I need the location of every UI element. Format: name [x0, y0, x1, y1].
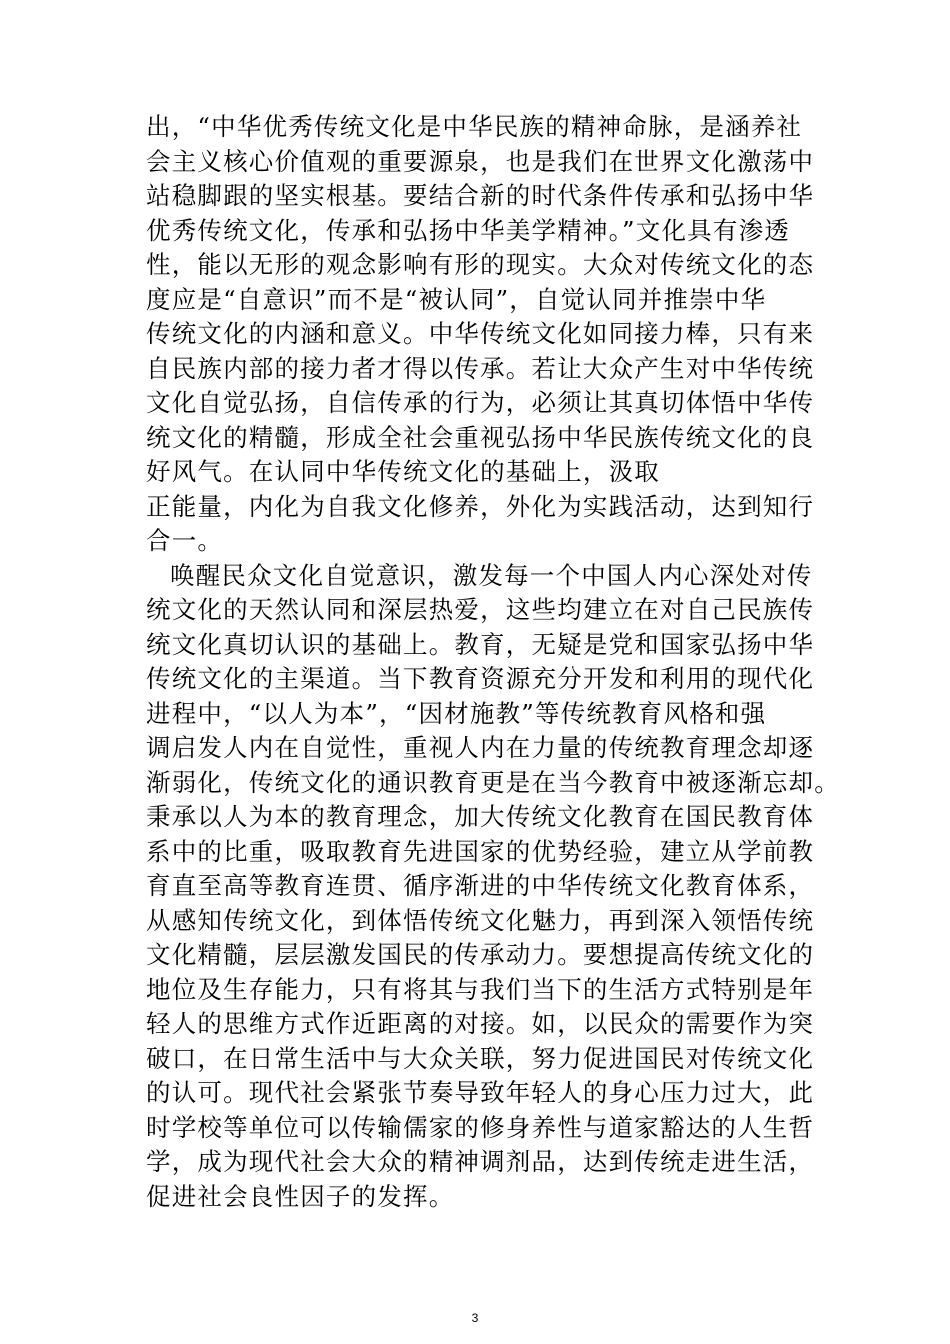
text-line: 性，能以无形的观念影响有形的现实。大众对传统文化的态: [146, 250, 815, 279]
text-line: 地位及生存能力，只有将其与我们当下的生活方式特别是年: [146, 974, 815, 1004]
text-line: 优秀传统文化，传承和弘扬中华美学精神。”文化具有渗透: [146, 215, 790, 245]
text-line: 度应是“自意识”而不是“被认同”，自觉认同并推崇中华: [146, 284, 767, 314]
text-line: 从感知传统文化，到体悟传统文化魅力，再到深入领悟传统: [146, 905, 815, 935]
paragraph-1: [146, 110, 836, 559]
text-line: 促进社会良性因子的发挥。: [146, 1181, 455, 1211]
text-line: 渐弱化，传统文化的通识教育更是在当今教育中被逐渐忘却。: [146, 767, 840, 797]
text-line: 传统文化的内涵和意义。中华传统文化如同接力棒，只有来: [146, 319, 815, 348]
text-line: 育直至高等教育连贯、循序渐进的中华传统文化教育体系，: [146, 871, 815, 900]
text-line: 唤醒民众文化自觉意识，激发每一个中国人内心深处对传: [170, 560, 813, 590]
text-line: 自民族内部的接力者才得以传承。若让大众产生对中华传统: [146, 353, 815, 383]
text-line: 破口，在日常生活中与大众关联，努力促进国民对传统文化: [146, 1043, 815, 1073]
text-line: 正能量，内化为自我文化修养，外化为实践活动，达到知行: [146, 491, 815, 521]
text-line: 传统文化的主渠道。当下教育资源充分开发和利用的现代化: [146, 664, 815, 693]
page-number: 3: [471, 1311, 479, 1325]
text-line: 进程中，“以人为本”，“因材施教”等传统教育风格和强: [146, 698, 767, 728]
text-line: 文化精髓，层层激发国民的传承动力。要想提高传统文化的: [146, 940, 815, 969]
text-line: 的认可。现代社会紧张节奏导致年轻人的身心压力过大，此: [146, 1078, 815, 1107]
text-line: 学，成为现代社会大众的精神调剂品，达到传统走进生活，: [146, 1147, 815, 1176]
paragraph-2: [146, 559, 840, 1215]
text-line: 秉承以人为本的教育理念，加大传统文化教育在国民教育体: [146, 802, 815, 831]
text-line: 合一。: [146, 526, 224, 555]
text-line: 时学校等单位可以传输儒家的修身养性与道家豁达的人生哲: [146, 1112, 815, 1142]
text-line: 轻人的思维方式作近距离的对接。如，以民众的需要作为突: [146, 1009, 815, 1038]
text-line: 系中的比重，吸取教育先进国家的优势经验，建立从学前教: [146, 836, 815, 866]
text-line: 文化自觉弘扬，自信传承的行为，必须让其真切体悟中华传: [146, 388, 815, 417]
text-line: 调启发人内在自觉性，重视人内在力量的传统教育理念却逐: [146, 733, 815, 762]
body-text: [146, 110, 840, 1214]
text-line: 统文化的天然认同和深层热爱，这些均建立在对自己民族传: [146, 595, 815, 624]
text-line: 出，“中华优秀传统文化是中华民族的精神命脉，是涵养社: [146, 112, 803, 141]
text-line: 会主义核心价值观的重要源泉，也是我们在世界文化激荡中: [146, 146, 815, 176]
text-line: 统文化的精髓，形成全社会重视弘扬中华民族传统文化的良: [146, 422, 815, 452]
text-line: 统文化真切认识的基础上。教育，无疑是党和国家弘扬中华: [146, 629, 815, 659]
text-line: 好风气。在认同中华传统文化的基础上，汲取: [146, 457, 660, 486]
text-line: 站稳脚跟的坚实根基。要结合新的时代条件传承和弘扬中华: [146, 181, 815, 210]
